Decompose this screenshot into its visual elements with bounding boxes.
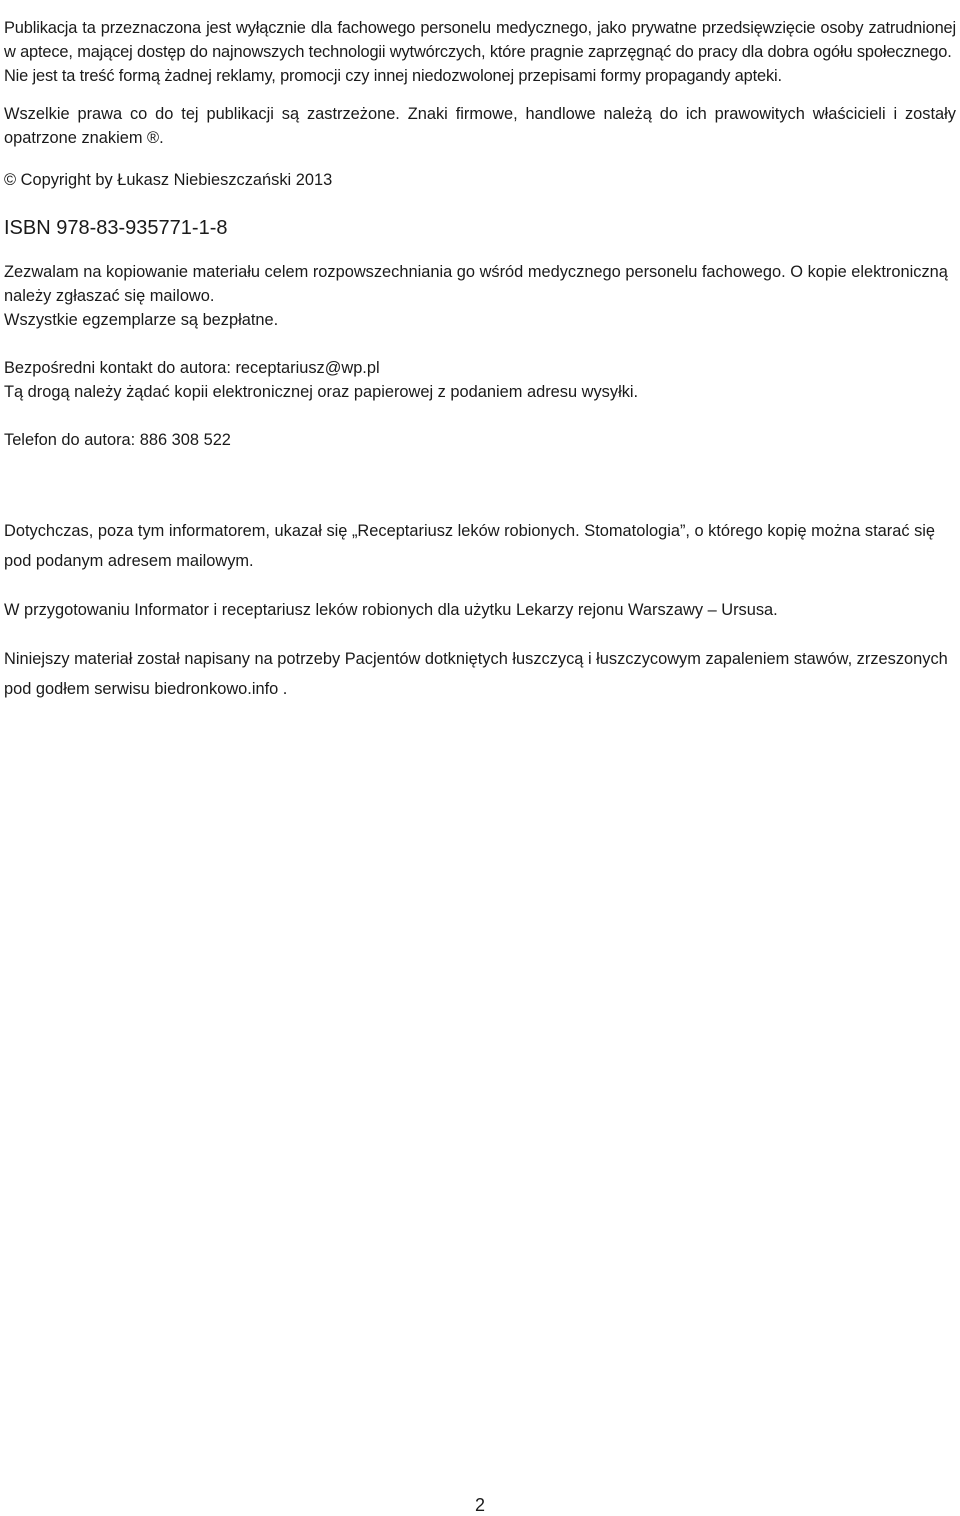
isbn-line: ISBN 978-83-935771-1-8 (4, 217, 228, 239)
intro-paragraph: Publikacja ta przeznaczona jest wyłącznie dla fachowego personelu medycznego, jako prywatne przedsięwzięcie osoby zatrudnionej w aptece, mającej dostęp do najnowszych technologii wytwórczych, które pragnie zaprzęgnąć do pracy dla dobra ogółu społecznego. (4, 19, 956, 61)
intro-disclaimer: Nie jest ta treść formą żadnej reklamy, promocji czy innej niedozwolonej przepisami formy propagandy apteki. (4, 67, 782, 85)
info-paragraph-purpose: Niniejszy materiał został napisany na potrzeby Pacjentów dotkniętych łuszczycą i łuszczycowym zapaleniem stawów, zrzeszonych pod godłem serwisu biedronkowo.info . (4, 650, 948, 698)
info-paragraph-in-preparation: W przygotowaniu Informator i receptariusz leków robionych dla użytku Lekarzy rejonu Warszawy – Ursusa. (4, 601, 778, 619)
contact-phone-line: Telefon do autora: 886 308 522 (4, 431, 231, 449)
permission-paragraph: Zezwalam na kopiowanie materiału celem rozpowszechniania go wśród medycznego personelu fachowego. O kopie elektroniczną należy zgłaszać się mailowo. (4, 263, 948, 305)
page-number: 2 (474, 1495, 485, 1515)
copyright-line: © Copyright by Łukasz Niebieszczański 2013 (4, 171, 333, 189)
rights-paragraph: Wszelkie prawa co do tej publikacji są zastrzeżone. Znaki firmowe, handlowe należą do ich prawowitych właścicieli i zostały opatrzone znakiem ®. (4, 105, 956, 147)
info-paragraph-stomatology: Dotychczas, poza tym informatorem, ukazał się „Receptariusz leków robionych. Stomatologia”, o którego kopię można starać się pod podanym adresem mailowym. (4, 522, 936, 570)
contact-request-line: Tą drogą należy żądać kopii elektronicznej oraz papierowej z podaniem adresu wysyłki. (4, 383, 639, 401)
document-page (4, 16, 956, 704)
contact-email-line: Bezpośredni kontakt do autora: receptariusz@wp.pl (4, 359, 380, 377)
permission-free-note: Wszystkie egzemplarze są bezpłatne. (4, 311, 279, 329)
